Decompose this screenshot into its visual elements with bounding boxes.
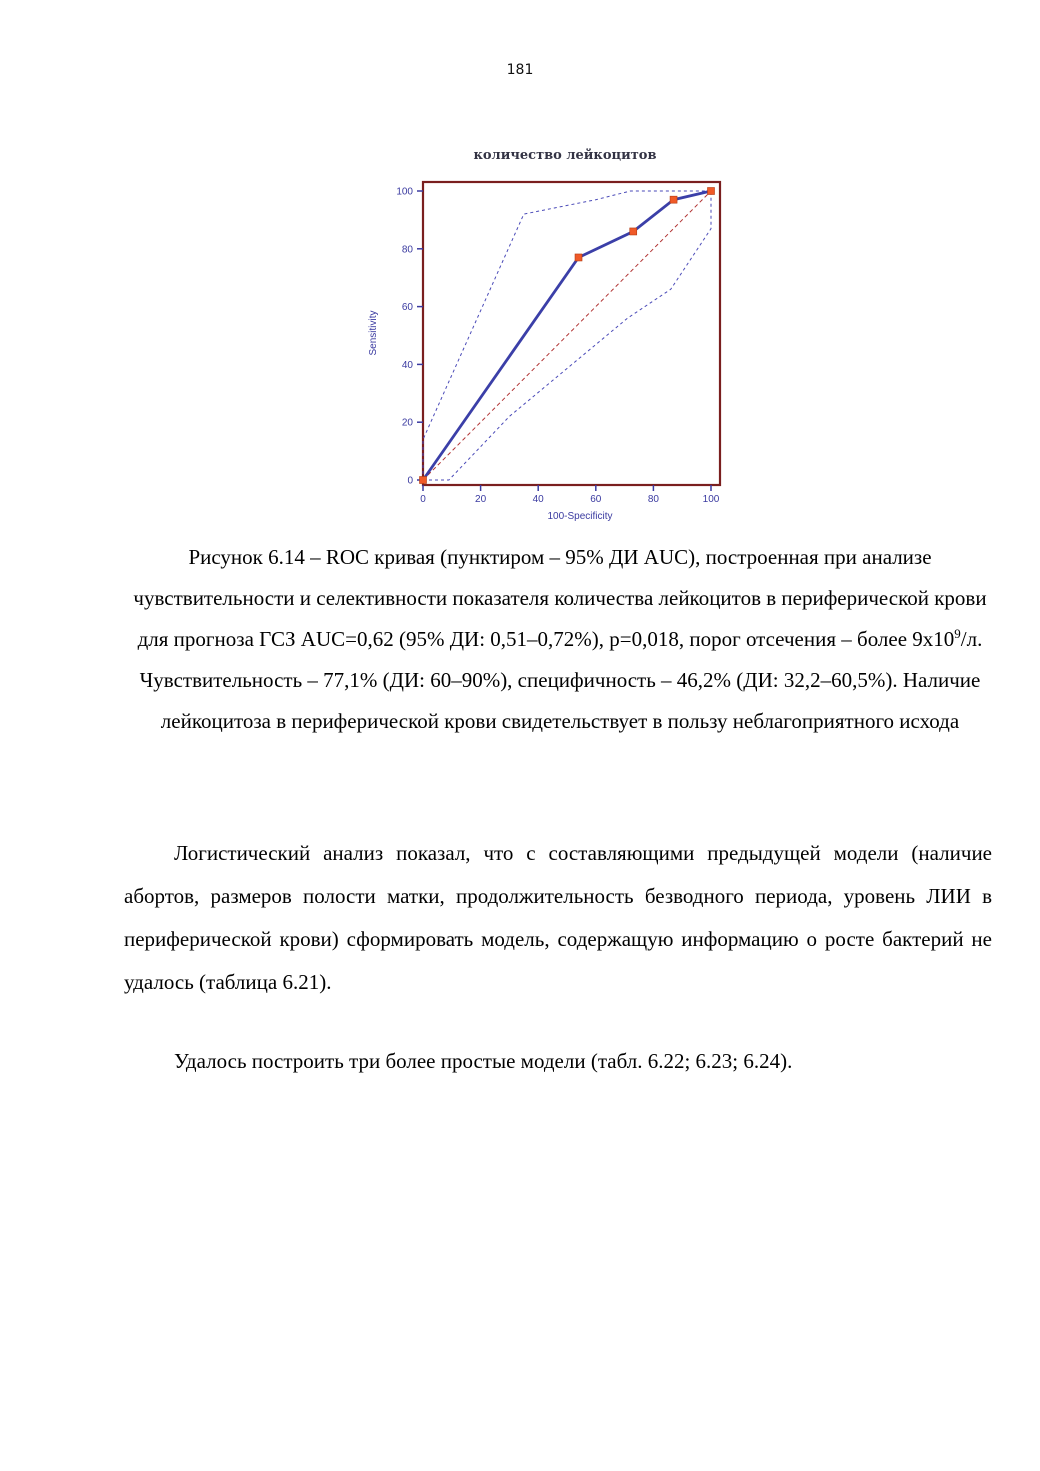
roc-chart: [355, 136, 735, 528]
x-axis-label: 100-Specificity: [547, 511, 613, 522]
caption-text: Рисунок 6.14 – ROC кривая (пунктиром – 95% ДИ AUC), построенная при анализе чувствительности и селективности показателя количества лейкоцитов в периферической крови для прогноза ГСЗ AUC=0,62 (95% ДИ: 0,51–0,72%), p=0,018, порог отсечения – более 9х10: [133, 545, 987, 651]
y-axis-ticks: [396, 187, 423, 487]
y-tick-label: 60: [401, 302, 413, 314]
y-tick-label: 80: [401, 244, 413, 256]
roc-point-marker: [670, 196, 677, 203]
y-tick-label: 40: [401, 359, 413, 371]
x-tick-label: 40: [532, 494, 544, 505]
y-tick-label: 20: [401, 417, 413, 429]
roc-point-marker: [630, 228, 637, 235]
page-number: 181: [506, 62, 534, 78]
x-tick-label: 20: [475, 494, 487, 505]
roc-point-marker: [420, 477, 427, 484]
x-tick-label: 80: [647, 494, 659, 505]
roc-figure: [355, 136, 735, 528]
x-tick-label: 60: [590, 494, 602, 505]
x-tick-label: 100: [702, 494, 720, 505]
caption-superscript: 9: [954, 626, 961, 641]
caption-text-end: /л. Чувствительность – 77,1% (ДИ: 60–90%), специфичность – 46,2% (ДИ: 32,2–60,5%). Наличие лейкоцитоза в периферической крови свидетельствует в пользу неблагоприятного исхода: [139, 627, 983, 733]
x-axis-ticks: [420, 485, 720, 505]
body-paragraph-2: Удалось построить три более простые модели (табл. 6.22; 6.23; 6.24).: [174, 1049, 793, 1073]
x-tick-label: 0: [420, 494, 426, 505]
y-axis-label: Sensitivity: [368, 310, 379, 356]
plot-frame: [423, 182, 720, 485]
y-tick-label: 100: [396, 186, 413, 198]
body-paragraph-1: Логистический анализ показал, что с составляющими предыдущей модели (наличие абортов, размеров полости матки, продолжительность безводного периода, уровень ЛИИ в периферической крови) сформировать модель, содержащую информацию о росте бактерий не удалось (таблица 6.21).: [124, 841, 992, 994]
roc-point-marker: [708, 188, 715, 195]
y-tick-label: 0: [407, 475, 413, 487]
figure-caption: [120, 537, 1000, 742]
chart-title: количество лейкоцитов: [473, 148, 657, 163]
roc-point-marker: [575, 254, 582, 261]
